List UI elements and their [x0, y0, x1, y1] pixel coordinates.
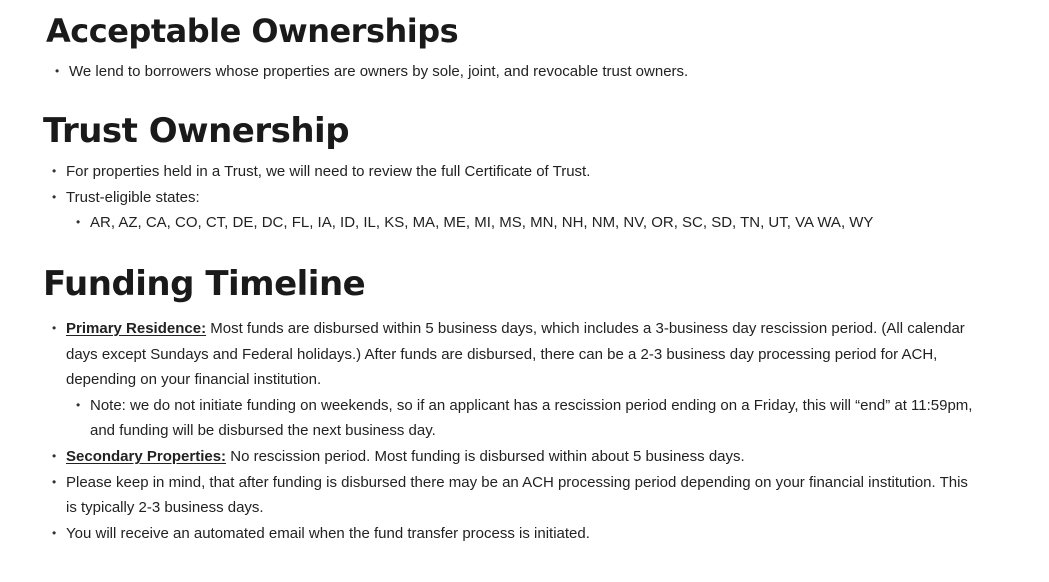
primary-residence-text: Most funds are disbursed within 5 business days, which includes a 3-business day rescission period. (All calendar days except Sundays and Federal holidays.) After funds are disbursed, there can be a 2-3 business day processing period for ACH, depending on your financial institution.: [66, 320, 965, 389]
list-item-states: • AR, AZ, CA, CO, CT, DE, DC, FL, IA, ID, IL, KS, MA, ME, MI, MS, MN, NH, NM, NV, OR, SC, SD, TN, UT, VA WA, WY: [90, 210, 966, 236]
secondary-properties-text: No rescission period. Most funding is disbursed within about 5 business days.: [230, 447, 745, 465]
list-item-weekend-note: • Note: we do not initiate funding on weekends, so if an applicant has a rescission period ending on a Friday, this will “end” at 11:59pm, and funding will be disbursed the next business day.: [90, 393, 976, 444]
list-trust-ownership: [66, 159, 966, 236]
list-item-automated-email: • You will receive an automated email when the fund transfer process is initiated.: [66, 521, 976, 547]
list-item-certificate-of-trust: • For properties held in a Trust, we will need to review the full Certificate of Trust.: [66, 159, 966, 185]
list-item-secondary-properties: [66, 444, 976, 470]
heading-acceptable-ownerships: Acceptable Ownerships: [46, 12, 459, 50]
list-funding-timeline: [66, 316, 976, 546]
heading-trust-ownership: Trust Ownership: [43, 111, 350, 151]
list-item-ach-period: • Please keep in mind, that after funding is disbursed there may be an ACH processing period depending on your financial institution. This is typically 2-3 business days.: [66, 470, 976, 521]
sublist-primary-note: [66, 393, 976, 444]
list-item-ownership-types: • We lend to borrowers whose properties are owners by sole, joint, and revocable trust owners.: [69, 59, 969, 85]
primary-residence-label: Primary Residence:: [66, 320, 207, 337]
secondary-properties-label: Secondary Properties:: [66, 447, 227, 465]
heading-funding-timeline: Funding Timeline: [43, 264, 366, 304]
sublist-states: [66, 210, 966, 236]
list-acceptable-ownerships: [69, 59, 969, 85]
list-item-trust-eligible-states: [66, 185, 966, 236]
trust-eligible-states-label: Trust-eligible states:: [66, 188, 200, 206]
list-item-primary-residence: [66, 316, 976, 444]
